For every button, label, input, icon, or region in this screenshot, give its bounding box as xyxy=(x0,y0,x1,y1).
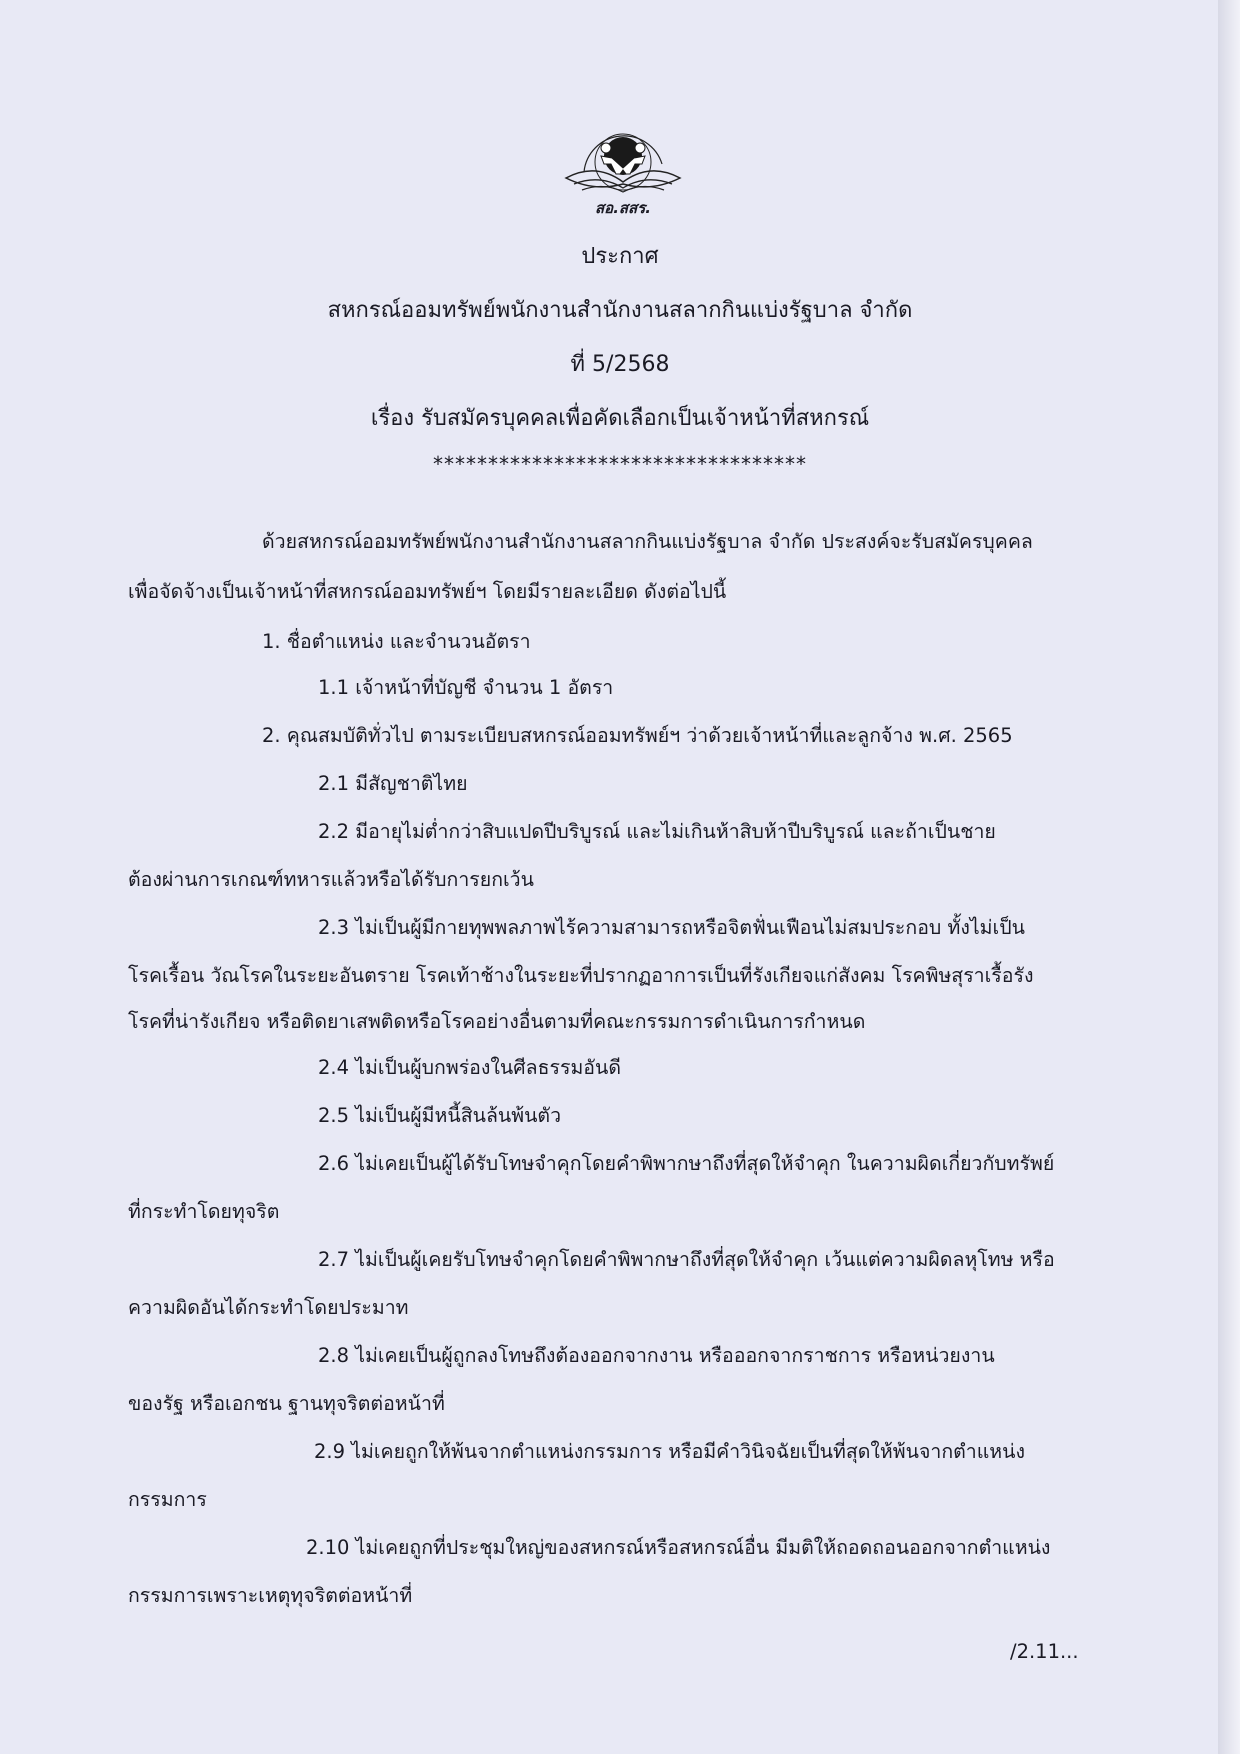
logo-caption: สอ.สสร. xyxy=(595,199,651,217)
header-divider: ********************************** xyxy=(433,452,807,476)
section-1-heading: 1. ชื่อตำแหน่ง และจำนวนอัตรา xyxy=(262,630,531,653)
intro-line-1: ด้วยสหกรณ์ออมทรัพย์พนักงานสำนักงานสลากกินแบ่งรัฐบาล จำกัด ประสงค์จะรับสมัครบุคคล xyxy=(262,530,1033,553)
item-2-7-line-1: 2.7 ไม่เป็นผู้เคยรับโทษจำคุกโดยคำพิพากษาถึงที่สุดให้จำคุก เว้นแต่ความผิดลหุโทษ หรือ xyxy=(318,1248,1055,1271)
item-2-5: 2.5 ไม่เป็นผู้มีหนี้สินล้นพ้นตัว xyxy=(318,1104,562,1127)
item-2-8-line-2: ของรัฐ หรือเอกชน ฐานทุจริตต่อหน้าที่ xyxy=(128,1392,445,1415)
item-2-1: 2.1 มีสัญชาติไทย xyxy=(318,772,468,795)
item-2-3-line-1: 2.3 ไม่เป็นผู้มีกายทุพพลภาพไร้ความสามารถหรือจิตฟั่นเฟือนไม่สมประกอบ ทั้งไม่เป็น xyxy=(318,916,1025,939)
item-2-3-line-3: โรคที่น่ารังเกียจ หรือติดยาเสพติดหรือโรคอย่างอื่นตามที่คณะกรรมการดำเนินการกำหนด xyxy=(128,1010,866,1033)
item-2-2-line-2: ต้องผ่านการเกณฑ์ทหารแล้วหรือได้รับการยกเว้น xyxy=(128,868,534,891)
item-2-8-line-1: 2.8 ไม่เคยเป็นผู้ถูกลงโทษถึงต้องออกจากงาน หรือออกจากราชการ หรือหน่วยงาน xyxy=(318,1344,995,1367)
item-2-2-line-1: 2.2 มีอายุไม่ต่ำกว่าสิบแปดปีบริบูรณ์ และไม่เกินห้าสิบห้าปีบริบูรณ์ และถ้าเป็นชาย xyxy=(318,820,996,843)
announcement-heading: ประกาศ xyxy=(581,244,659,269)
announcement-subject: เรื่อง รับสมัครบุคคลเพื่อคัดเลือกเป็นเจ้าหน้าที่สหกรณ์ xyxy=(370,406,870,431)
item-1-1: 1.1 เจ้าหน้าที่บัญชี จำนวน 1 อัตรา xyxy=(318,676,614,699)
item-2-4: 2.4 ไม่เป็นผู้บกพร่องในศีลธรรมอันดี xyxy=(318,1056,622,1079)
item-2-10-line-1: 2.10 ไม่เคยถูกที่ประชุมใหญ่ของสหกรณ์หรือสหกรณ์อื่น มีมติให้ถอดถอนออกจากตำแหน่ง xyxy=(306,1536,1051,1559)
item-2-6-line-1: 2.6 ไม่เคยเป็นผู้ได้รับโทษจำคุกโดยคำพิพากษาถึงที่สุดให้จำคุก ในความผิดเกี่ยวกับทรัพย์ xyxy=(318,1152,1055,1175)
page-continuation: /2.11... xyxy=(1010,1640,1079,1663)
item-2-10-line-2: กรรมการเพราะเหตุทุจริตต่อหน้าที่ xyxy=(128,1584,413,1607)
section-2-heading: 2. คุณสมบัติทั่วไป ตามระเบียบสหกรณ์ออมทรัพย์ฯ ว่าด้วยเจ้าหน้าที่และลูกจ้าง พ.ศ. 2565 xyxy=(262,724,1013,747)
cooperative-logo xyxy=(556,112,690,220)
item-2-3-line-2: โรคเรื้อน วัณโรคในระยะอันตราย โรคเท้าช้างในระยะที่ปรากฏอาการเป็นที่รังเกียจแก่สังคม โรคพิษสุราเรื้อรัง xyxy=(128,964,1034,987)
announcement-number: ที่ 5/2568 xyxy=(570,352,670,377)
organization-name: สหกรณ์ออมทรัพย์พนักงานสำนักงานสลากกินแบ่งรัฐบาล จำกัด xyxy=(327,298,913,323)
item-2-6-line-2: ที่กระทำโดยทุจริต xyxy=(128,1200,280,1223)
item-2-9-line-2: กรรมการ xyxy=(128,1488,207,1511)
intro-line-2: เพื่อจัดจ้างเป็นเจ้าหน้าที่สหกรณ์ออมทรัพย์ฯ โดยมีรายละเอียด ดังต่อไปนี้ xyxy=(128,580,727,603)
item-2-9-line-1: 2.9 ไม่เคยถูกให้พ้นจากตำแหน่งกรรมการ หรือมีคำวินิจฉัยเป็นที่สุดให้พ้นจากตำแหน่ง xyxy=(314,1440,1026,1463)
item-2-7-line-2: ความผิดอันได้กระทำโดยประมาท xyxy=(128,1296,409,1319)
